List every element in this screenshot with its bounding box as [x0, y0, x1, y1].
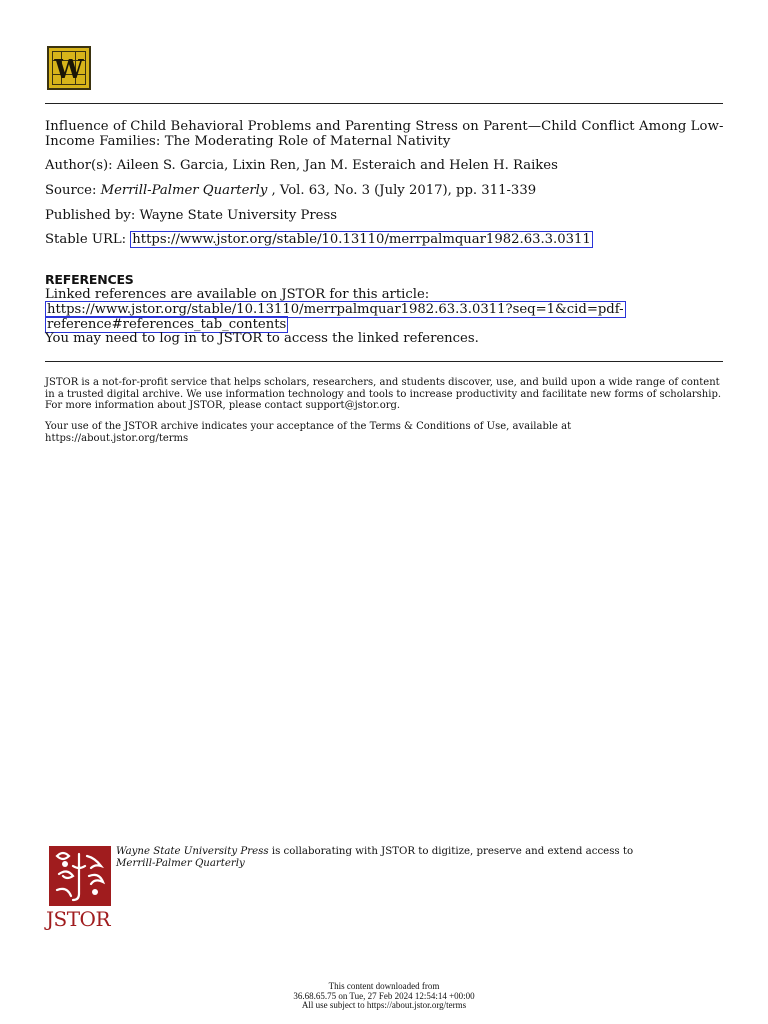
jstor-logo-icon: [49, 846, 111, 906]
logo-letter: W: [54, 55, 84, 85]
download-footer: [0, 982, 768, 1011]
stable-url-link[interactable]: https://www.jstor.org/stable/10.13110/merrpalmquar1982.63.3.0311: [132, 232, 591, 247]
references-link-line1[interactable]: https://www.jstor.org/stable/10.13110/merrpalmquar1982.63.3.0311?seq=1&cid=pdf-: [47, 302, 624, 317]
article-title: Influence of Child Behavioral Problems and Parenting Stress on Parent—Child Conflict Among Low-Income Families: The Moderating Role of Maternal Nativity: [45, 119, 724, 149]
terms-text: Your use of the JSTOR archive indicates your acceptance of the Terms & Conditions of Use, available at: [45, 421, 572, 432]
collab-journal: Merrill-Palmer Quarterly: [116, 857, 245, 869]
publisher: Published by: Wayne State University Press: [45, 208, 337, 223]
collab-text: is collaborating with JSTOR to digitize, preserve and extend access to: [268, 846, 634, 857]
references-heading: REFERENCES: [45, 272, 134, 287]
source-label: Source:: [45, 183, 101, 198]
jstor-info-paragraph: JSTOR is a not-for-profit service that helps scholars, researchers, and students discover, use, and build upon a wide range of content in a trusted digital archive. We use information technology and tools to increase productivity and facilitate new forms of scholarship. For more information about JSTOR, please contact support@jstor.org.: [45, 377, 722, 411]
stable-url: [45, 232, 593, 248]
stable-url-label: Stable URL:: [45, 232, 131, 247]
collaboration-note: [116, 846, 726, 869]
footer-line2: 36.68.65.75 on Tue, 27 Feb 2024 12:54:14 +00:00: [293, 990, 475, 1001]
collab-press: Wayne State University Press: [116, 846, 269, 857]
footer-line3: All use subject to https://about.jstor.org/terms: [301, 1000, 467, 1010]
jstor-ornament-icon: [49, 846, 111, 906]
source-journal: Merrill-Palmer Quarterly: [100, 183, 268, 198]
references-intro: Linked references are available on JSTOR for this article:: [45, 287, 430, 302]
jstor-wordmark: JSTOR: [46, 907, 111, 931]
authors: Author(s): Aileen S. Garcia, Lixin Ren, Jan M. Esteraich and Helen H. Raikes: [45, 158, 558, 173]
source-details: , Vol. 63, No. 3 (July 2017), pp. 311-339: [267, 183, 537, 198]
publisher-logo: [47, 46, 91, 90]
references-note: You may need to log in to JSTOR to access the linked references.: [45, 331, 479, 346]
references-link-line2[interactable]: reference#references_tab_contents: [47, 317, 287, 332]
footer-line1: This content downloaded from: [328, 981, 440, 991]
terms-link[interactable]: https://about.jstor.org/terms: [45, 432, 189, 444]
terms-paragraph: [45, 421, 725, 444]
middle-divider: [45, 361, 723, 362]
source: [45, 183, 536, 199]
top-divider: [45, 103, 723, 104]
